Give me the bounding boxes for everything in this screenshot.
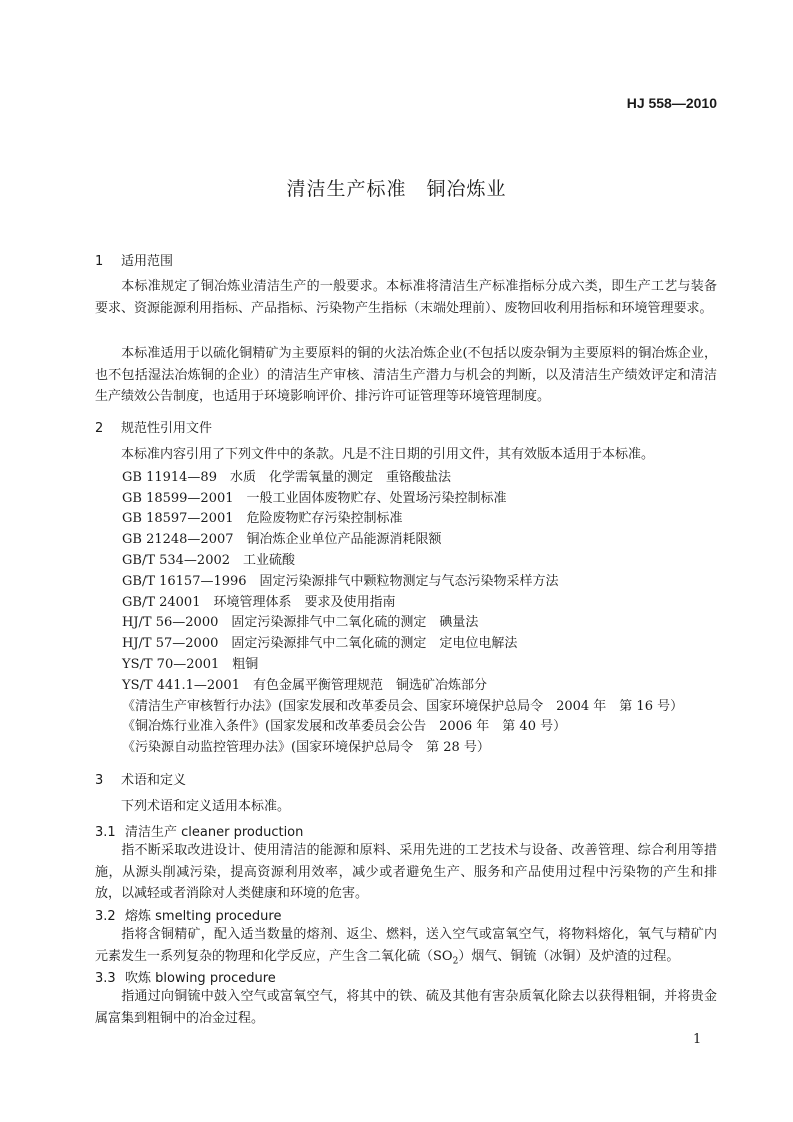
section-number: 2: [95, 421, 104, 436]
section-3-heading: [95, 769, 186, 788]
reference-item: GB 21248—2007 铜冶炼企业单位产品能源消耗限额: [122, 532, 442, 547]
reference-item: 《铜冶炼行业准入条件》(国家发展和改革委员会公告 2006 年 第 40 号）: [122, 719, 567, 734]
section-title: 术语和定义: [121, 773, 187, 788]
term-3-3-heading: 3.3 吹炼 blowing procedure: [95, 971, 276, 986]
reference-item: 《污染源自动监控管理办法》(国家环境保护总局令 第 28 号）: [122, 740, 490, 755]
section-number: 1: [95, 254, 104, 269]
reference-item: GB/T 24001 环境管理体系 要求及使用指南: [122, 595, 396, 610]
reference-item: HJ/T 56—2000 固定污染源排气中二氧化硫的测定 碘量法: [122, 615, 479, 630]
section-2-intro: 本标准内容引用了下列文件中的条款。凡是不注日期的引用文件，其有效版本适用于本标准。: [121, 447, 655, 462]
term-3-3-definition: 指通过向铜锍中鼓入空气或富氧空气，将其中的铁、硫及其他有害杂质氧化除去以获得粗铜，并将贵金属富集到粗铜中的冶金过程。: [95, 989, 717, 1026]
reference-item: GB 18599—2001 一般工业固体废物贮存、处置场污染控制标准: [122, 491, 507, 506]
term-3-2-heading: 3.2 熔炼 smelting procedure: [95, 909, 282, 924]
section-1-heading: [95, 250, 173, 269]
reference-item: GB 18597—2001 危险废物贮存污染控制标准: [122, 511, 403, 526]
standard-code: HJ 558—2010: [626, 95, 717, 111]
reference-item: YS/T 70—2001 粗铜: [122, 657, 259, 672]
document-title: 清洁生产标准 铜冶炼业: [286, 178, 507, 200]
section-1-paragraph-1: 本标准规定了铜冶炼业清洁生产的一般要求。本标准将清洁生产标准指标分成六类，即生产工艺与装备要求、资源能源利用指标、产品指标、污染物产生指标（末端处理前）、废物回收利用指标和环境管理要求。: [95, 279, 717, 316]
term-3-2-definition: 指将含铜精矿，配入适当数量的熔剂、返尘、燃料，送入空气或富氧空气，将物料熔化，氧气与精矿内元素发生一系列复杂的物理和化学反应，产生含二氧化硫$(SO_2)$烟气、铜锍（冰铜）及炉渣的过程。: [95, 927, 717, 967]
section-2-heading: [95, 417, 212, 436]
section-1-paragraph-2: 本标准适用于以硫化铜精矿为主要原料的铜的火法冶炼企业(不包括以废杂铜为主要原料的铜冶炼企业，也不包括湿法冶炼铜的企业）的清洁生产审核、清洁生产潜力与机会的判断，以及清洁生产绩效评定和清洁生产绩效公告制度，也适用于环境影响评价、排污许可证管理等环境管理制度。: [95, 346, 717, 404]
reference-item: GB/T 534—2002 工业硫酸: [122, 553, 296, 568]
section-title: 适用范围: [121, 254, 174, 269]
reference-item: GB 11914—89 水质 化学需氧量的测定 重铬酸盐法: [122, 470, 451, 485]
term-3-1-definition: 指不断采取改进设计、使用清洁的能源和原料、采用先进的工艺技术与设备、改善管理、综合利用等措施，从源头削减污染，提高资源利用效率，减少或者避免生产、服务和产品使用过程中污染物的产生和排放，以减轻或者消除对人类健康和环境的危害。: [95, 843, 717, 901]
reference-item: YS/T 441.1—2001 有色金属平衡管理规范 铜选矿冶炼部分: [122, 678, 487, 693]
page-number: 1: [693, 1032, 702, 1047]
section-title: 规范性引用文件: [121, 421, 213, 436]
section-3-intro: 下列术语和定义适用本标准。: [121, 799, 291, 814]
reference-item: GB/T 16157—1996 固定污染源排气中颗粒物测定与气态污染物采样方法: [122, 574, 559, 589]
section-number: 3: [95, 773, 104, 788]
term-3-1-heading: 3.1 清洁生产 cleaner production: [95, 825, 304, 840]
reference-item: 《清洁生产审核暂行办法》(国家发展和改革委员会、国家环境保护总局令 2004 年 第 16 号）: [122, 699, 684, 714]
reference-item: HJ/T 57—2000 固定污染源排气中二氧化硫的测定 定电位电解法: [122, 636, 518, 651]
